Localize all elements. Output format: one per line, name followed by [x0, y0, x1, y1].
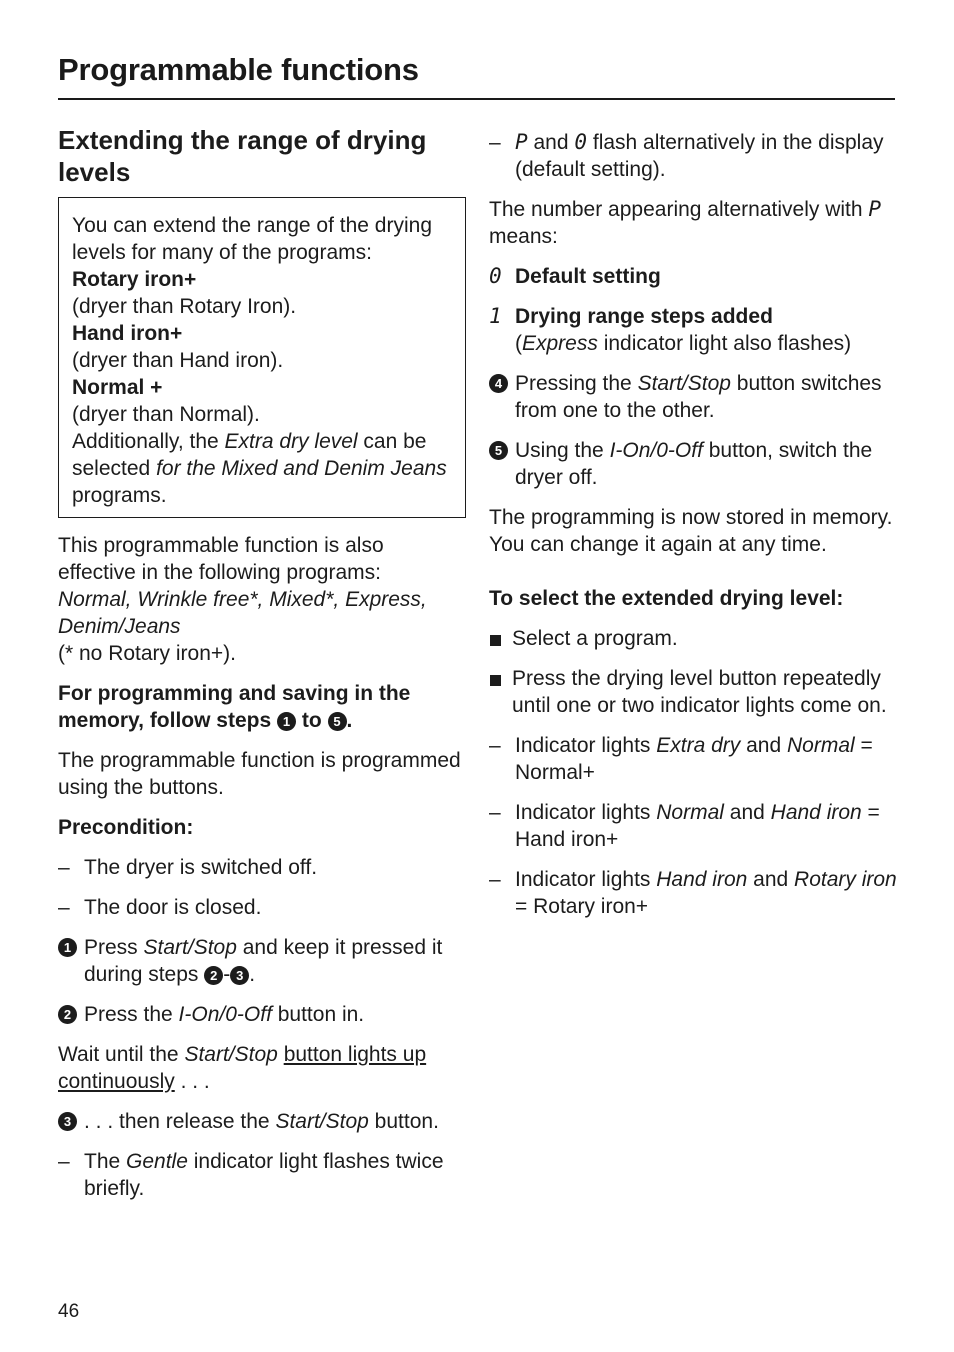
precondition-item: – The door is closed. [58, 896, 262, 919]
gentle-flash-note: – The Gentle indicator light flashes twice briefly. [58, 1150, 444, 1200]
info-box-intro: You can extend the range of the drying levels for many of the programs: [72, 214, 432, 264]
step-number-icon: 1 [58, 938, 77, 957]
page-title: Programmable functions [58, 52, 419, 87]
select-level-heading: To select the extended drying level: [489, 587, 844, 610]
right-column [489, 129, 899, 933]
square-bullet-icon [490, 635, 501, 646]
drying-level-desc: (dryer than Hand iron). [72, 349, 284, 372]
drying-level-name: Hand iron+ [72, 322, 183, 345]
precondition-label: Precondition: [58, 816, 194, 839]
title-rule [58, 98, 895, 100]
left-column [58, 124, 466, 1215]
stored-text: The programming is now stored in memory. You can change it again at any time. [489, 506, 893, 556]
step-number-icon: 5 [328, 712, 347, 731]
drying-level-name: Normal + [72, 376, 163, 399]
step-5: 5 Using the I-On/0-Off button, switch the dryer off. [489, 437, 899, 491]
bullet-item: Select a program. [489, 625, 899, 652]
programmed-using-text: The programmable function is programmed using the buttons. [58, 749, 461, 799]
step-number-icon: 1 [277, 712, 296, 731]
square-bullet-icon [490, 675, 501, 686]
step-2: 2 Press the I-On/0-Off button in. [58, 1001, 466, 1028]
steps-heading: For programming and saving in the memory, follow steps 1 to 5 . [58, 682, 411, 732]
step-number-icon: 5 [489, 441, 508, 460]
code-default-setting: 0 Default setting [489, 264, 661, 288]
step-3: 3 . . . then release the Start/Stop button. [58, 1108, 466, 1135]
page-number: 46 [58, 1301, 80, 1322]
precondition-item: – The dryer is switched off. [58, 856, 318, 879]
step-number-icon: 3 [230, 966, 249, 985]
code-range-added: 1 Drying range steps added (Express indicator light also flashes) [489, 304, 852, 355]
extra-dry-note: Additionally, the Extra dry level can be selected for the Mixed and Denim Jeans programs. [72, 430, 447, 507]
indicator-combo: – Indicator lights Extra dry and Normal = Normal+ [489, 734, 873, 784]
drying-level-name: Rotary iron+ [72, 268, 197, 291]
step-number-icon: 2 [58, 1005, 77, 1024]
section-heading: Extending the range of drying levels [58, 125, 427, 187]
indicator-combo: – Indicator lights Hand iron and Rotary iron = Rotary iron+ [489, 868, 897, 918]
step-number-icon: 4 [489, 374, 508, 393]
wait-instruction: Wait until the Start/Stop button lights up continuously . . . [58, 1043, 427, 1093]
step-number-icon: 3 [58, 1112, 77, 1131]
display-flash-note: – P and 0 flash alternatively in the display (default setting). [489, 130, 884, 181]
indicator-combo: – Indicator lights Normal and Hand iron = Hand iron+ [489, 801, 880, 851]
step-1: 1 Press Start/Stop and keep it pressed it during steps 2 - 3 . [58, 934, 466, 988]
effective-programs: This programmable function is also effective in the following programs: Normal, Wrinkle free*, Mixed*, Express, Denim/Jeans (* no Rotary iron+). [58, 534, 427, 665]
number-meaning-text: The number appearing alternatively with P means: [489, 197, 882, 248]
drying-level-desc: (dryer than Rotary Iron). [72, 295, 297, 318]
bullet-item: Press the drying level button repeatedly until one or two indicator lights come on. [489, 665, 899, 719]
step-4: 4 Pressing the Start/Stop button switches from one to the other. [489, 370, 899, 424]
step-number-icon: 2 [204, 966, 223, 985]
info-box [58, 197, 466, 518]
drying-level-desc: (dryer than Normal). [72, 403, 260, 426]
